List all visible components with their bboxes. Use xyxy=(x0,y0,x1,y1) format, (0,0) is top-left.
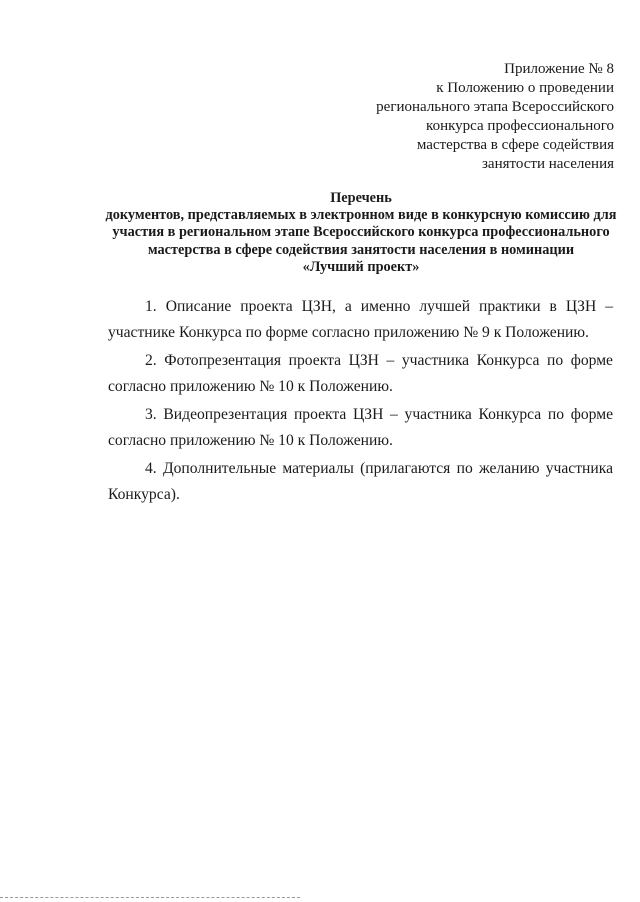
list-item-number: 3. xyxy=(145,406,157,423)
list-item-text: Фотопрезентация проекта ЦЗН – участника Конкурса по форме согласно приложению № 10 к Положению. xyxy=(108,352,613,395)
list-item-number: 1. xyxy=(145,298,157,315)
appendix-line: к Положению о проведении xyxy=(436,80,614,96)
list-item xyxy=(108,402,613,454)
appendix-line: конкурса профессионального xyxy=(426,118,614,134)
appendix-header xyxy=(314,60,614,174)
document-title xyxy=(96,190,626,276)
list-item-text: Дополнительные материалы (прилагаются по желанию участника Конкурса). xyxy=(108,460,613,503)
appendix-line: Приложение № 8 xyxy=(504,61,614,77)
list-item-number: 4. xyxy=(145,460,157,477)
footer-divider xyxy=(0,897,300,898)
title-line: Перечень xyxy=(330,190,392,206)
list-item xyxy=(108,294,613,346)
list-item-text: Описание проекта ЦЗН, а именно лучшей практики в ЦЗН – участнике Конкурса по форме согласно приложению № 9 к Положению. xyxy=(108,298,613,341)
appendix-line: мастерства в сфере содействия xyxy=(416,137,614,153)
list-item-text: Видеопрезентация проекта ЦЗН – участника Конкурса по форме согласно приложению № 10 к Положению. xyxy=(108,406,613,449)
appendix-line: занятости населения xyxy=(481,156,614,172)
list-item-number: 2. xyxy=(145,352,157,369)
list-item xyxy=(108,348,613,400)
title-line: «Лучший проект» xyxy=(302,258,420,275)
appendix-line: регионального этапа Всероссийского xyxy=(376,99,614,115)
list-item xyxy=(108,456,613,508)
title-line: документов, представляемых в электронном виде в конкурсную комиссию для xyxy=(105,207,617,224)
document-list xyxy=(108,294,613,508)
title-line: мастерства в сфере содействия занятости населения в номинации xyxy=(147,241,575,258)
title-line: участия в региональном этапе Всероссийского конкурса профессионального xyxy=(112,224,610,241)
